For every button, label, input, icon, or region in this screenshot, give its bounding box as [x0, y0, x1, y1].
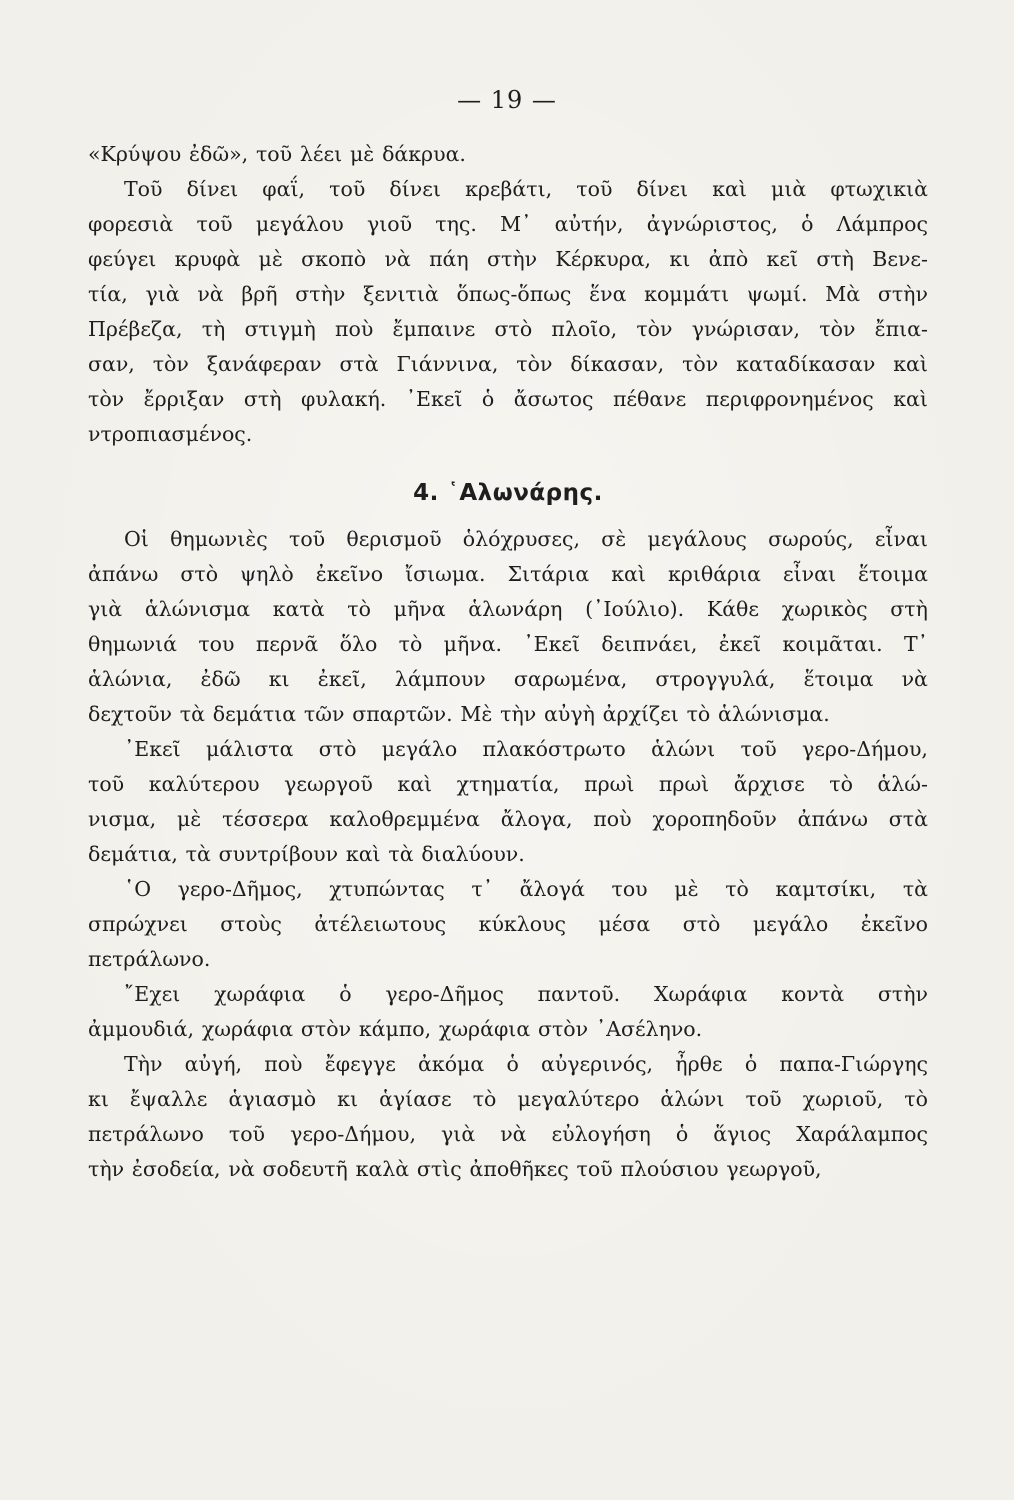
text-line: φορεσιὰ τοῦ μεγάλου γιοῦ της. Μ᾿ αὐτήν, ἀγνώριστος, ὁ Λάμπρος [88, 212, 928, 236]
text-line: «Κρύψου ἐδῶ», τοῦ λέει μὲ δάκρυα. [88, 142, 466, 166]
text-line: πετράλωνο τοῦ γερο-Δήμου, γιὰ νὰ εὐλογήση ὁ ἅγιος Χαράλαμπος [88, 1122, 928, 1146]
paragraph [88, 527, 928, 737]
section-heading: 4. ῾Αλωνάρης. [413, 480, 603, 506]
text-line: Οἱ θημωνιὲς τοῦ θερισμοῦ ὁλόχρυσες, σὲ μεγάλους σωρούς, εἶναι [124, 527, 928, 551]
text-line: σαν, τὸν ξανάφεραν στὰ Γιάννινα, τὸν δίκασαν, τὸν καταδίκασαν καὶ [88, 352, 928, 376]
paragraph [88, 1052, 928, 1192]
text-line: ῎Εχει χωράφια ὁ γερο-Δῆμος παντοῦ. Χωράφια κοντὰ στὴν [124, 982, 928, 1006]
paragraph [88, 982, 928, 1052]
text-line: ντροπιασμένος. [88, 422, 253, 446]
text-line: ᾿Εκεῖ μάλιστα στὸ μεγάλο πλακόστρωτο ἁλώνι τοῦ γερο-Δήμου, [124, 737, 928, 761]
text-line: ἀπάνω στὸ ψηλὸ ἐκεῖνο ἴσιωμα. Σιτάρια καὶ κριθάρια εἶναι ἕτοιμα [88, 562, 928, 586]
text-line: τὴν ἐσοδεία, νὰ σοδευτῆ καλὰ στὶς ἀποθῆκες τοῦ πλούσιου γεωργοῦ, [88, 1157, 822, 1181]
text-before-heading [88, 142, 928, 457]
text-line: σπρώχνει στοὺς ἀτέλειωτους κύκλους μέσα στὸ μεγάλο ἐκεῖνο [88, 912, 928, 936]
text-line: Τὴν αὐγή, ποὺ ἔφεγγε ἀκόμα ὁ αὐγερινός, ἦρθε ὁ παπα-Γιώργης [124, 1052, 928, 1076]
paragraph [88, 737, 928, 877]
text-line: τὸν ἔρριξαν στὴ φυλακή. ᾿Εκεῖ ὁ ἄσωτος πέθανε περιφρονημένος καὶ [88, 387, 928, 411]
body-text [88, 142, 928, 1192]
text-line: δεμάτια, τὰ συντρίβουν καὶ τὰ διαλύουν. [88, 842, 525, 866]
text-line: πετράλωνο. [88, 947, 211, 971]
text-line: θημωνιά του περνᾶ ὅλο τὸ μῆνα. ᾿Εκεῖ δειπνάει, ἐκεῖ κοιμᾶται. Τ᾿ [88, 632, 928, 656]
text-line: τοῦ καλύτερου γεωργοῦ καὶ χτηματία, πρωὶ πρωὶ ἄρχισε τὸ ἁλώ- [88, 772, 928, 796]
text-line: ἀμμουδιά, χωράφια στὸν κάμπο, χωράφια στὸν ᾿Ασέληνο. [88, 1017, 703, 1041]
text-line: δεχτοῦν τὰ δεμάτια τῶν σπαρτῶν. Μὲ τὴν αὐγὴ ἀρχίζει τὸ ἁλώνισμα. [88, 702, 830, 726]
text-line: Τοῦ δίνει φαΐ, τοῦ δίνει κρεβάτι, τοῦ δίνει καὶ μιὰ φτωχικιὰ [124, 177, 928, 201]
text-line: Πρέβεζα, τὴ στιγμὴ ποὺ ἔμπαινε στὸ πλοῖο, τὸν γνώρισαν, τὸν ἔπια- [88, 317, 928, 341]
paragraph [88, 177, 928, 457]
page-number: — 19 — [457, 86, 557, 114]
text-line: φεύγει κρυφὰ μὲ σκοπὸ νὰ πάη στὴν Κέρκυρα, κι ἀπὸ κεῖ στὴ Βενε- [88, 247, 928, 271]
text-line: νισμα, μὲ τέσσερα καλοθρεμμένα ἄλογα, ποὺ χοροπηδοῦν ἀπάνω στὰ [88, 807, 928, 831]
text-after-heading [88, 527, 928, 1192]
paragraph [88, 142, 928, 177]
text-line: ἁλώνια, ἐδῶ κι ἐκεῖ, λάμπουν σαρωμένα, στρογγυλά, ἕτοιμα νὰ [88, 667, 928, 691]
text-line: γιὰ ἁλώνισμα κατὰ τὸ μῆνα ἁλωνάρη (᾿Ιούλιο). Κάθε χωρικὸς στὴ [88, 597, 928, 621]
text-line: ῾Ο γερο-Δῆμος, χτυπώντας τ᾿ ἄλογά του μὲ τὸ καμτσίκι, τὰ [124, 877, 928, 901]
text-line: κι ἔψαλλε ἁγιασμὸ κι ἁγίασε τὸ μεγαλύτερο ἁλώνι τοῦ χωριοῦ, τὸ [88, 1087, 928, 1111]
paragraph [88, 877, 928, 982]
text-line: τία, γιὰ νὰ βρῆ στὴν ξενιτιὰ ὅπως-ὅπως ἕνα κομμάτι ψωμί. Μὰ στὴν [88, 282, 928, 306]
